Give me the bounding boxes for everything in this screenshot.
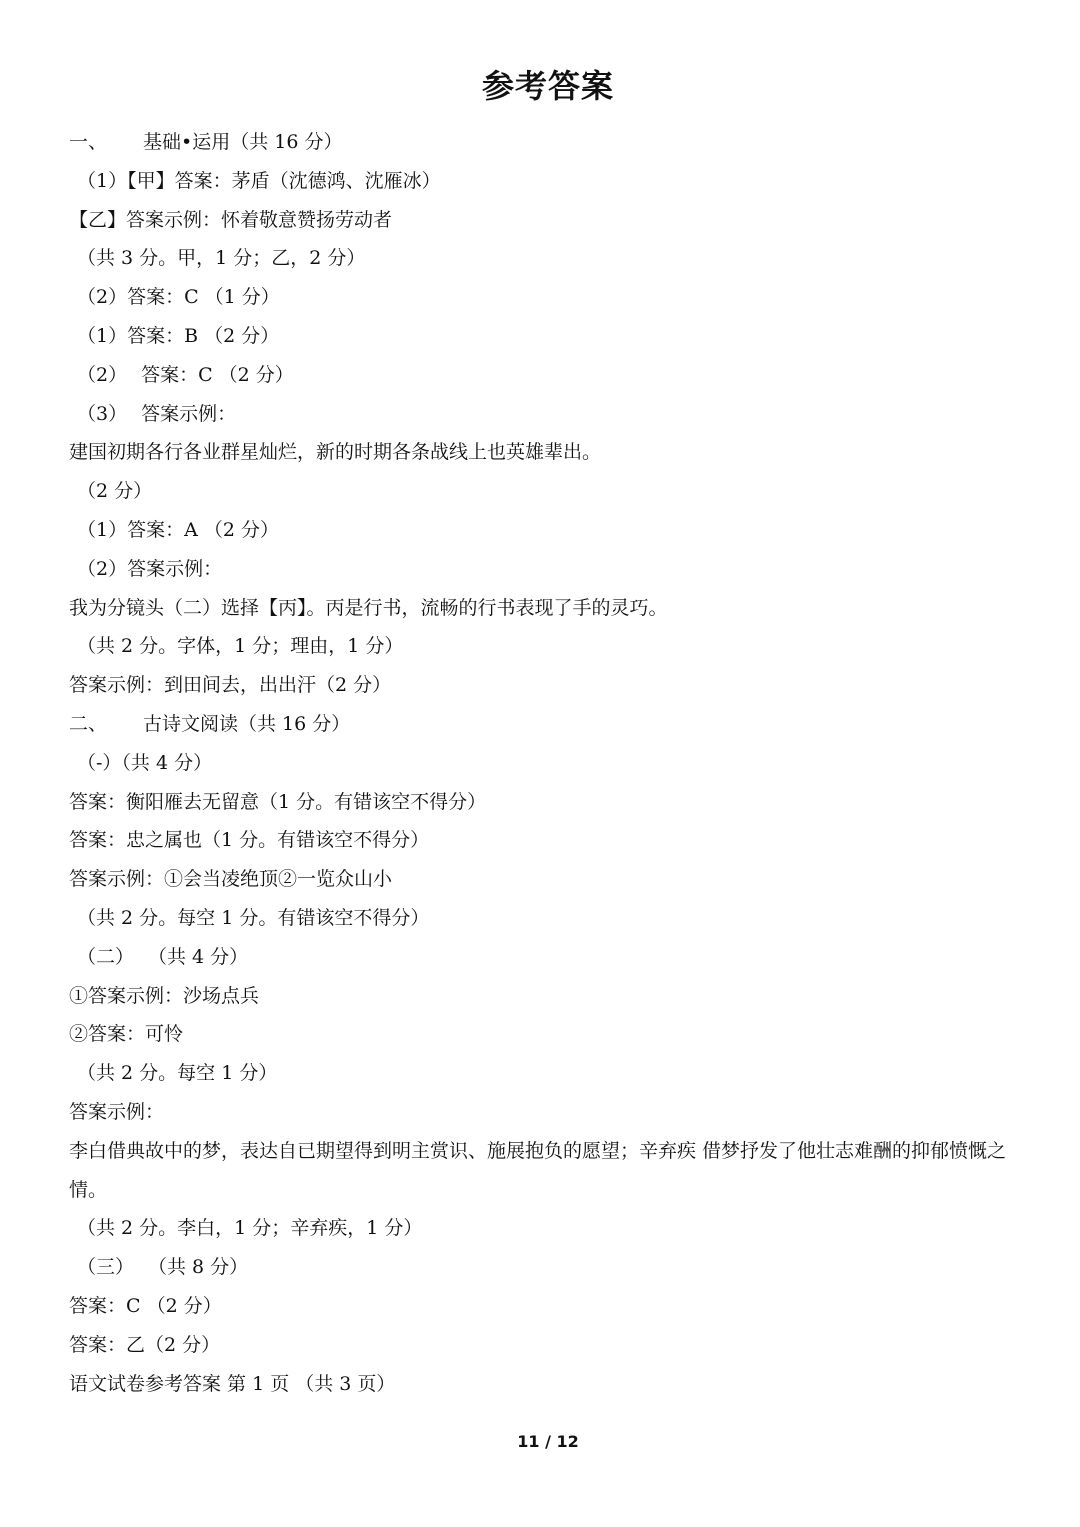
page-number: 11 / 12 <box>517 1432 579 1451</box>
answer-line: （1）答案：B （2 分） <box>77 324 280 347</box>
answer-line: 【乙】答案示例：怀着敬意赞扬劳动者 <box>69 208 393 231</box>
section-heading-2 <box>69 705 1019 744</box>
answer-line <box>69 395 1019 434</box>
answer-line: （2）答案：C （1 分） <box>77 286 280 309</box>
score-note: （共 2 分。每空 1 分） <box>77 1062 278 1085</box>
item-answer: 答案示例： <box>141 402 237 425</box>
answer-line: 答案示例： <box>69 1100 165 1123</box>
subsection-score: （共 8 分） <box>148 1256 249 1279</box>
answer-line: 答案：忠之属也（1 分。有错该空不得分） <box>69 829 430 852</box>
answer-line: 答案：乙（2 分） <box>69 1333 221 1356</box>
answer-line: ①答案示例：沙场点兵 <box>69 984 260 1007</box>
item-answer: 答案：C （2 分） <box>141 363 294 386</box>
subsection-number: （二） <box>77 945 135 968</box>
subsection-heading: （-）（共 4 分） <box>77 751 213 774</box>
score-note: （共 2 分。李白，1 分；辛弃疾，1 分） <box>77 1217 423 1240</box>
item-number: （3） <box>77 402 128 425</box>
section-heading-1 <box>69 123 1019 162</box>
answer-line: 我为分镜头（二）选择【丙】。丙是行书，流畅的行书表现了手的灵巧。 <box>69 596 668 619</box>
score-note: （2 分） <box>77 480 153 503</box>
answer-line: （2）答案示例： <box>77 557 223 580</box>
answer-body <box>69 123 1019 1403</box>
subsection-number: （三） <box>77 1256 135 1279</box>
section-number: 二、 <box>69 712 108 735</box>
answer-line: （1）答案：A （2 分） <box>77 518 279 541</box>
subsection-score: （共 4 分） <box>148 945 249 968</box>
answer-line: 答案：衡阳雁去无留意（1 分。有错该空不得分） <box>69 790 487 813</box>
answer-paragraph: 李白借典故中的梦，表达自已期望得到明主赏识、施展抱负的愿望；辛弃疾 借梦抒发了他壮志难酬的抑郁愤慨之情。 <box>69 1139 1007 1201</box>
answer-line: 答案示例：①会当凌绝顶②一览众山小 <box>69 868 393 891</box>
section-title: 基础•运用（共 16 分） <box>143 131 343 153</box>
answer-line: 建国初期各行各业群星灿烂，新的时期各条战线上也英雄辈出。 <box>69 441 602 464</box>
answer-line: ②答案：可怜 <box>69 1023 184 1046</box>
subsection-heading <box>69 938 1019 977</box>
score-note: （共 2 分。字体，1 分；理由，1 分） <box>77 635 404 658</box>
score-note: （共 3 分。甲，1 分；乙，2 分） <box>77 247 366 270</box>
subsection-heading <box>69 1248 1019 1287</box>
section-number: 一、 <box>69 131 108 153</box>
answer-line <box>69 356 1019 395</box>
item-number: （2） <box>77 363 128 386</box>
answer-line: （1）【甲】答案：茅盾（沈德鸿、沈雁冰） <box>77 169 441 192</box>
page-footer-text: 语文试卷参考答案 第 1 页 （共 3 页） <box>69 1372 396 1395</box>
answer-line: 答案：C （2 分） <box>69 1294 222 1317</box>
section-title: 古诗文阅读（共 16 分） <box>143 712 351 735</box>
score-note: （共 2 分。每空 1 分。有错该空不得分） <box>77 906 430 929</box>
answer-line: 答案示例：到田间去，出出汗（2 分） <box>69 674 392 697</box>
page-title: 参考答案 <box>481 67 614 105</box>
